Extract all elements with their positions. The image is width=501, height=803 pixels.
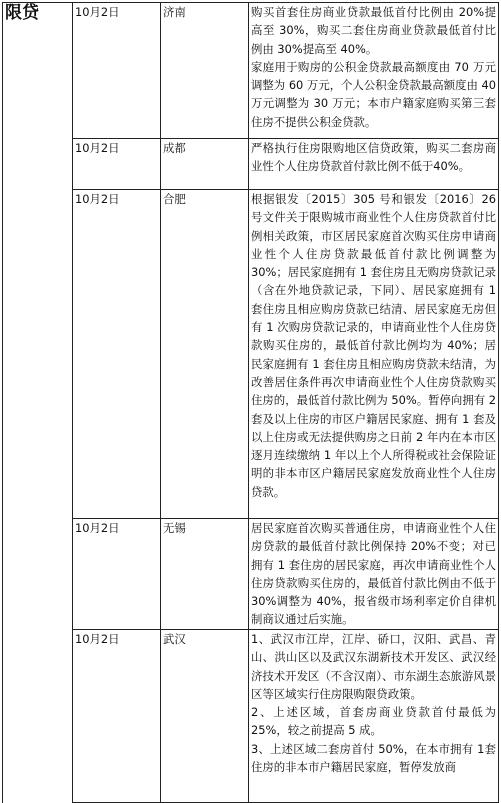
city-cell-jinan: 济南 — [161, 3, 249, 139]
table-row-jinan — [3, 3, 499, 139]
policy-content-wuxi — [249, 519, 499, 630]
policy-paragraph: 居民家庭首次购买普通住房，申请商业性个人住房贷款的最低首付款比例保持 20%不变；对已拥有 1 套住房的居民家庭，再次申请商业性个人住房贷款购买住房的，最低首付款比例由不低于 30%调整为 40%，报省级市场利率定价自律机制商议通过后实施。 — [251, 521, 496, 627]
city-cell-wuhan: 武汉 — [161, 630, 249, 803]
policy-content-wuhan — [249, 630, 499, 803]
date-cell: 10月2日 — [73, 519, 161, 630]
policy-paragraph: 严格执行住房限购地区信贷政策，购买二套房商业性个人住房贷款首付款比例不低于40%。 — [251, 141, 496, 174]
policy-paragraph: 3、上述区域二套房首付 50%，在本市拥有 1套住房的非本市户籍居民家庭，暂停发放商 — [251, 741, 496, 775]
policy-content-hefei — [249, 190, 499, 519]
table-row-wuxi — [3, 519, 499, 630]
table-row-chengdu — [3, 139, 499, 190]
policy-paragraph: 家庭用于购房的公积金贷款最高额度由 70 万元调整为 60 万元，个人公积金贷款最高额度由 40 万元调整为 30 万元；本市户籍家庭购买第三套住房不提供公积金贷款。 — [251, 59, 496, 129]
date-cell: 10月2日 — [73, 630, 161, 803]
table-row-wuhan — [3, 630, 499, 803]
housing-loan-policy-table — [2, 2, 499, 803]
city-cell-wuxi: 无锡 — [161, 519, 249, 630]
category-label: 限贷 — [3, 3, 73, 803]
table-row-hefei — [3, 190, 499, 519]
policy-paragraph: 1、武汉市江岸，江岸、硚口，汉阳、武昌、青山、洪山区以及武汉东湖新技术开发区、武汉经济技术开发区（不含汉南）、市东湖生态旅游风景区等区域实行住房限购限贷政策。 — [251, 632, 496, 701]
policy-content-jinan — [249, 3, 499, 139]
date-cell: 10月2日 — [73, 139, 161, 190]
city-cell-hefei: 合肥 — [161, 190, 249, 519]
policy-content-chengdu — [249, 139, 499, 190]
policy-paragraph: 2、上述区域，首套房商业贷款首付最低为25%，较之前提高 5 成。 — [251, 705, 496, 738]
policy-paragraph: 根据银发〔2015〕305 号和银发〔2016〕26号文件关于限购城市商业性个人住房贷款首付比例相关政策，市区居民家庭首次购买住房申请商业性个人住房贷款最低首付款比例调整为 30%；居民家庭拥有 1 套住房且无购房贷款记录（含在外地贷款记录，下同）、居民家庭拥有 1 套住房且相应购房贷款已结清、居民家庭无房但有 1 次购房贷款记录的，申请商业性个人住房贷款购买住房的，最低首付款比例均为 40%；居民家庭拥有 1 套住房且相应购房贷款未结清，为改善居住条件再次申请商业性个人住房贷款购买住房的，最低首付款比例为 50%。暂停向拥有 2 套及以上住房的市区户籍居民家庭、拥有 1 套及以上住房或无法提供购房之日前 2 年内在本市区逐月连续缴纳 1 年以上个人所得税或社会保险证明的非本市区户籍居民家庭发放商业性个人住房贷款。 — [251, 192, 496, 499]
policy-paragraph: 购买首套住房商业贷款最低首付比例由 20%提高至 30%，购买二套住房商业贷款最低首付比例由 30%提高至 40%。 — [251, 5, 496, 56]
city-cell-chengdu: 成都 — [161, 139, 249, 190]
date-cell: 10月2日 — [73, 190, 161, 519]
date-cell: 10月2日 — [73, 3, 161, 139]
